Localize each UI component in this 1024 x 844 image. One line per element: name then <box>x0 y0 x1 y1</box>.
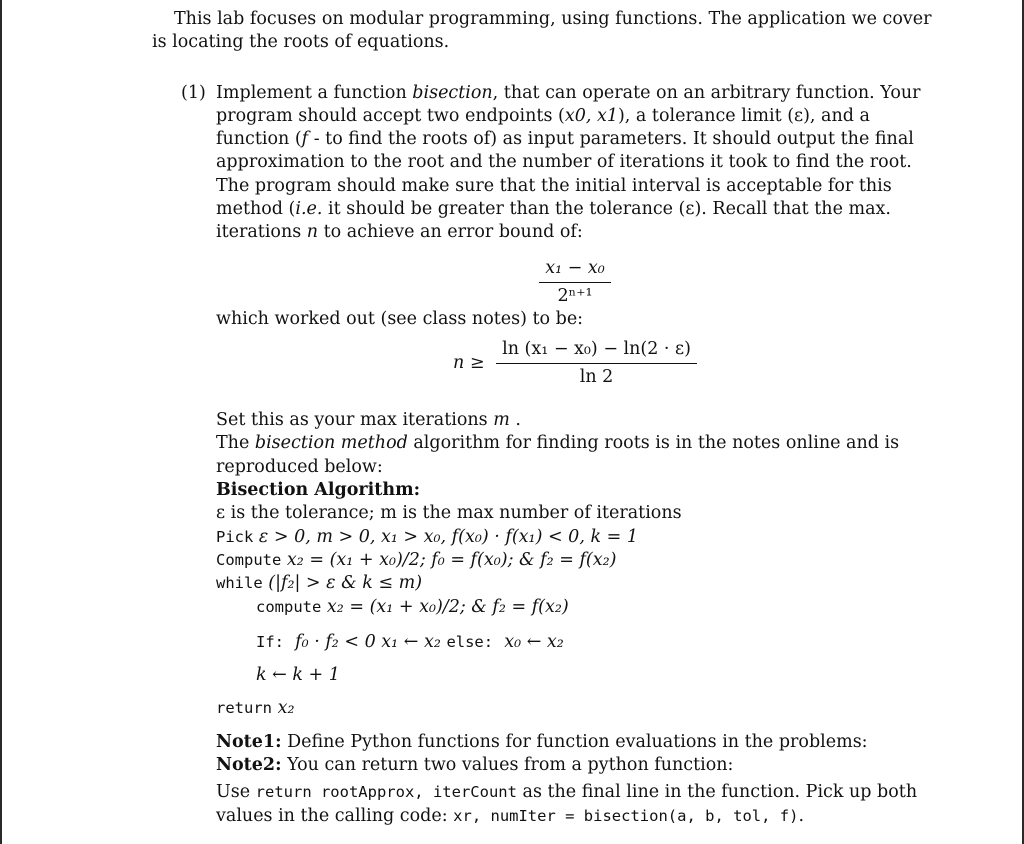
algo-line-pick: Pick ε > 0, m > 0, x₁ > x₀, f(x₀) · f(x₁) < 0, k = 1 <box>216 526 638 547</box>
algo-line-if: If: f₀ · f₂ < 0 x₁ ← x₂ else: x₀ ← x₂ <box>256 631 564 652</box>
set-max-text: Set this as your max iterations m . <box>216 410 521 431</box>
eq1-numerator: x₁ − x₀ <box>539 257 611 283</box>
eq1-denominator: 2ⁿ⁺¹ <box>557 285 593 306</box>
algo-line-while: while (|f₂| > ε & k ≤ m) <box>216 573 423 594</box>
worked-out-text: which worked out (see class notes) to be: <box>216 309 584 330</box>
algo-line-return: return x₂ <box>216 698 295 719</box>
error-bound-equation <box>216 257 934 309</box>
algorithm-intro: The bisection method algorithm for finding roots is in the notes online and is reproduced below: <box>216 433 900 477</box>
eq2-denominator: ln 2 <box>579 366 614 387</box>
left-border <box>0 0 2 844</box>
note1: Note1: Define Python functions for function evaluations in the problems: <box>216 731 868 752</box>
final-instructions: Use return rootApprox, iterCount as the final line in the function. Pick up both values in the calling code: xr, numIter = bisection(a, b, tol, f). <box>216 782 918 826</box>
algorithm-description: ε is the tolerance; m is the max number of iterations <box>216 503 682 524</box>
algo-line-compute2: compute x₂ = (x₁ + x₀)/2; & f₂ = f(x₂) <box>256 596 569 617</box>
note2: Note2: You can return two values from a python function: <box>216 755 734 776</box>
document-page <box>152 8 934 828</box>
max-iterations-equation <box>216 338 934 390</box>
exercise-item-1 <box>152 82 934 828</box>
algorithm-title: Bisection Algorithm: <box>216 480 421 501</box>
item-number: (1) <box>181 82 206 103</box>
algo-line-compute: Compute x₂ = (x₁ + x₀)/2; f₀ = f(x₀); & f₂ = f(x₂) <box>216 549 617 570</box>
task-paragraph: Implement a function bisection, that can operate on an arbitrary function. Your program should accept two endpoints (x0, x1), a tolerance limit (ε), and a function (f - to find the roots of) as input parameters. It should output the final approximation to the root and the number of iterations it took to find the root. The program should make sure that the initial interval is acceptable for this method (i.e. it should be greater than the tolerance (ε). Recall that the max. iterations n to achieve an error bound of: <box>216 82 921 243</box>
eq2-lhs: n ≥ <box>453 352 485 373</box>
algo-line-increment: k ← k + 1 <box>256 665 340 686</box>
eq2-numerator: ln (x₁ − x₀) − ln(2 · ε) <box>496 338 697 364</box>
intro-paragraph: This lab focuses on modular programming, using functions. The application we cover is locating the roots of equations. <box>152 9 932 53</box>
